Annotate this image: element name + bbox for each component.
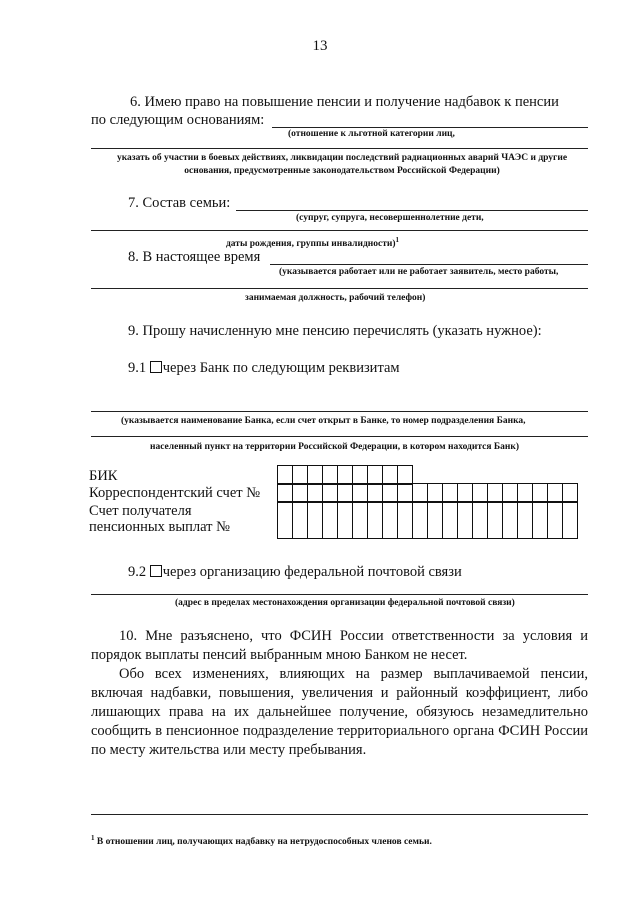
s9-opt1-hint2: населенный пункт на территории Российской Федерации, в котором находится Банк) bbox=[150, 442, 519, 452]
bik-grid[interactable] bbox=[277, 465, 413, 485]
s7-hint2-wrap bbox=[226, 236, 399, 249]
post-fill-line[interactable] bbox=[91, 594, 588, 595]
bank-fill-line[interactable] bbox=[91, 411, 588, 412]
s10-p2: Обо всех изменениях, влияющих на размер выплачиваемой пенсии, включая надбавки, повышения, увеличения и районный коэффициент, либо лишающих права на их дальнейшее получение, обязуюсь незамедлительно сообщить в пенсионное подразделение территориального органа ФСИН России по месту жительства или месту пребывания. bbox=[91, 666, 588, 758]
s7-fill-line-2[interactable] bbox=[91, 230, 588, 231]
s9-opt2-text: через организацию федеральной почтовой связи bbox=[162, 564, 462, 580]
s8-hint2: занимаемая должность, рабочий телефон) bbox=[245, 293, 426, 303]
footnote-separator bbox=[91, 814, 588, 815]
s9-opt1[interactable] bbox=[128, 360, 400, 377]
s6-line2: по следующим основаниям: bbox=[91, 112, 265, 128]
s10-p1: 10. Мне разъяснено, что ФСИН России ответственности за условия и порядок выплаты пенсий выбранным мною Банком не несет. bbox=[91, 628, 588, 663]
s6-hint2: указать об участии в боевых действиях, ликвидации последствий радиационных аварий ЧАЭС и другие bbox=[116, 153, 568, 163]
s8-fill-line[interactable] bbox=[270, 264, 588, 265]
corr-account-grid[interactable] bbox=[277, 483, 578, 503]
s8-hint1: (указывается работает или не работает заявитель, место работы, bbox=[279, 267, 559, 277]
s9-opt1-num: 9.1 bbox=[128, 360, 147, 376]
bank-fill-line-2[interactable] bbox=[91, 436, 588, 437]
footnote-text: В отношении лиц, получающих надбавку на нетрудоспособных членов семьи. bbox=[96, 837, 432, 848]
footnote bbox=[91, 834, 432, 847]
acc-label-1: Счет получателя bbox=[89, 503, 192, 519]
s9-opt2-hint: (адрес в пределах местонахождения организации федеральной почтовой связи) bbox=[175, 598, 515, 608]
s6-fill-line[interactable] bbox=[272, 127, 588, 128]
bik-label: БИК bbox=[89, 468, 118, 484]
s8-label: 8. В настоящее время bbox=[128, 249, 261, 265]
page-number: 13 bbox=[312, 38, 328, 54]
s9-label: 9. Прошу начисленную мне пенсию перечислять (указать нужное): bbox=[128, 323, 542, 339]
s6-hint3: основания, предусмотренные законодательством Российской Федерации) bbox=[184, 166, 500, 176]
s8-fill-line-2[interactable] bbox=[91, 288, 588, 289]
s9-opt2[interactable] bbox=[128, 564, 462, 581]
s6-hint1: (отношение к льготной категории лиц, bbox=[288, 129, 455, 139]
s7-hint1: (супруг, супруга, несовершеннолетние дети, bbox=[296, 213, 484, 223]
s9-opt2-num: 9.2 bbox=[128, 564, 147, 580]
s9-opt1-hint1: (указывается наименование Банка, если счет открыт в Банке, то номер подразделения Банка, bbox=[121, 416, 526, 426]
s9-opt1-text: через Банк по следующим реквизитам bbox=[162, 360, 400, 376]
post-checkbox[interactable] bbox=[150, 565, 162, 577]
s6-line1: 6. Имею право на повышение пенсии и получение надбавок к пенсии bbox=[130, 94, 559, 110]
corr-label: Корреспондентский счет № bbox=[89, 485, 261, 501]
s7-fill-line[interactable] bbox=[236, 210, 588, 211]
s6-fill-line-2[interactable] bbox=[91, 148, 588, 149]
s7-hint2: даты рождения, группы инвалидности) bbox=[226, 239, 396, 250]
footnote-ref: 1 bbox=[395, 236, 400, 244]
recipient-account-grid[interactable] bbox=[277, 501, 578, 539]
footnote-mark: 1 bbox=[91, 834, 95, 842]
bank-checkbox[interactable] bbox=[150, 361, 162, 373]
s7-label: 7. Состав семьи: bbox=[128, 195, 231, 211]
acc-label-2: пенсионных выплат № bbox=[89, 519, 230, 535]
